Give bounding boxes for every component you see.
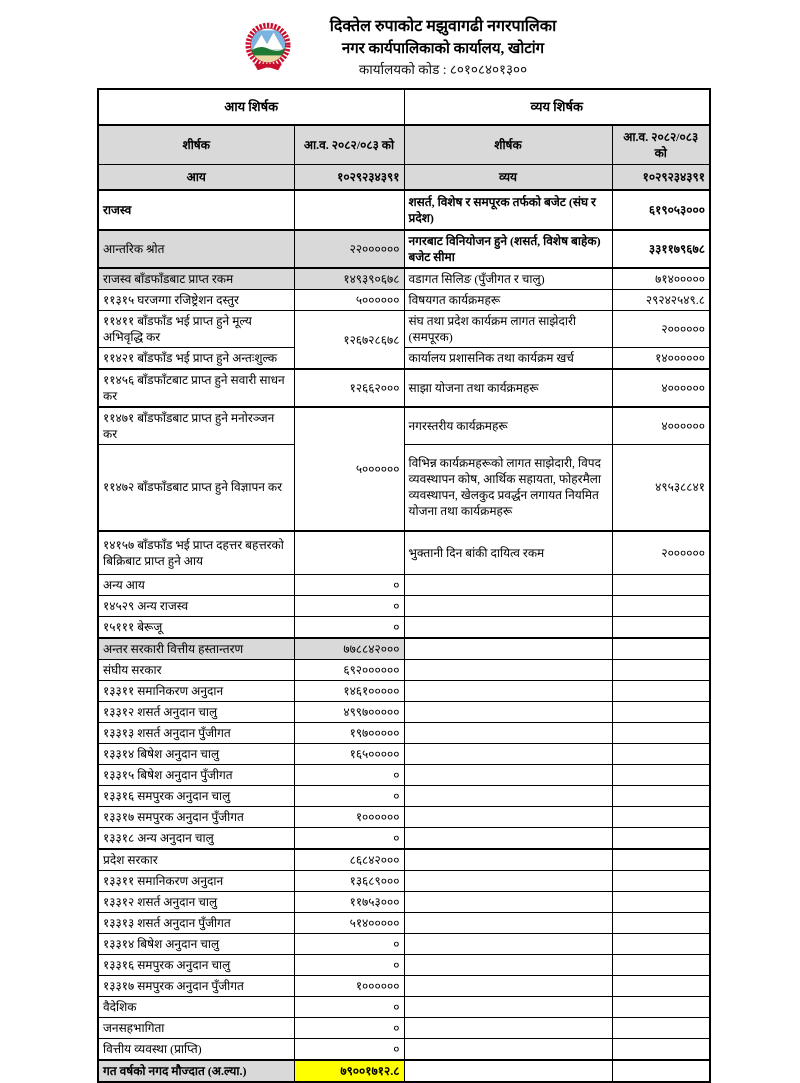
section-header-row [98,89,710,125]
income-label-cell: ११४५६ बाँडफाँटबाट प्राप्त हुने सवारी साधन कर [98,369,294,407]
expense-value-cell [612,871,710,892]
expense-total-value: १०२९२३४३९१ [612,165,710,191]
expense-label-cell: शसर्त, विशेष र समपूरक तर्फको बजेट (संघ र प्रदेश) [404,190,612,230]
expense-label-cell [404,744,612,765]
expense-value-cell [612,596,710,617]
income-value-cell: ० [294,575,404,596]
expense-value-cell [612,638,710,660]
table-row [98,369,710,407]
table-row [98,786,710,807]
income-label-cell: राजस्व बाँडफाँडबाट प्राप्त रकम [98,268,294,290]
table-row [98,311,710,348]
table-row [98,997,710,1018]
table-row [98,190,710,230]
table-row [98,348,710,370]
letterhead-text [330,16,556,80]
office-name: नगर कार्यपालिकाको कार्यालय, खोटांग [341,41,545,57]
expense-label-cell [404,681,612,702]
expense-value-cell [612,1060,710,1082]
expense-value-cell: ४९५३८८४१ [612,445,710,531]
income-label-cell: वैदेशिक [98,997,294,1018]
budget-table [97,88,711,1083]
table-row [98,828,710,850]
expense-value-cell: ६१९०५३००० [612,190,710,230]
table-row [98,1039,710,1061]
expense-label-cell: नगरस्तरीय कार्यक्रमहरू [404,407,612,445]
expense-value-cell [612,997,710,1018]
expense-label-cell [404,807,612,828]
income-label-cell: १४५२९ अन्य राजस्व [98,596,294,617]
income-label-cell: १३३१७ समपुरक अनुदान पुँजीगत [98,976,294,997]
table-row [98,1018,710,1039]
expense-label-cell [404,638,612,660]
table-row [98,407,710,445]
income-label-cell: ११३१५ घरजग्गा रजिष्ट्रेशन दस्तुर [98,290,294,311]
table-row [98,702,710,723]
income-value-cell: १०००००० [294,976,404,997]
expense-label-cell [404,955,612,976]
income-total-label: आय [98,165,294,191]
table-row [98,849,710,871]
expense-value-cell [612,976,710,997]
income-value-cell: ० [294,955,404,976]
table-row [98,445,710,531]
income-value-cell: ० [294,617,404,639]
income-label-cell: वित्तीय व्यवस्था (प्राप्ति) [98,1039,294,1061]
income-value-cell: ५१४००००० [294,913,404,934]
expense-label-cell [404,1039,612,1061]
income-label-cell: १५१११ बेरूजू [98,617,294,639]
income-label-cell: १३३१७ समपुरक अनुदान पुँजीगत [98,807,294,828]
table-row [98,765,710,786]
expense-value-cell: २९२४२५४९.८ [612,290,710,311]
income-section-header: आय शिर्षक [98,89,404,125]
table-row [98,531,710,575]
expense-value-cell [612,723,710,744]
expense-label-cell [404,976,612,997]
income-label-cell: १३३११ समानिकरण अनुदान [98,681,294,702]
income-value-cell: ० [294,596,404,617]
income-value-cell: ११७५३००० [294,892,404,913]
table-row [98,892,710,913]
income-label-cell: राजस्व [98,190,294,230]
income-total-value: १०२९२३४३९१ [294,165,404,191]
income-value-cell: ६९२०००००० [294,660,404,681]
expense-label-cell: साझा योजना तथा कार्यक्रमहरू [404,369,612,407]
income-value-cell: ४९९७००००० [294,702,404,723]
table-row [98,744,710,765]
expense-label-cell [404,913,612,934]
expense-value-cell: ४०००००० [612,369,710,407]
expense-label-cell: नगरबाट विनियोजन हुने (शसर्त, विशेष बाहेक) बजेट सीमा [404,230,612,268]
expense-value-cell [612,828,710,850]
expense-label-cell: भुक्तानी दिन बांकी दायित्व रकम [404,531,612,575]
expense-value-cell [612,849,710,871]
expense-value-cell [612,617,710,639]
expense-value-cell [612,702,710,723]
expense-value-cell: २०००००० [612,531,710,575]
income-label-cell: ११४११ बाँडफाँड भई प्राप्त हुने मूल्य अभिवृद्धि कर [98,311,294,348]
income-value-cell: ० [294,1018,404,1039]
income-label-cell: आन्तरिक श्रोत [98,230,294,268]
table-row [98,230,710,268]
expense-value-cell [612,913,710,934]
expense-value-cell [612,786,710,807]
expense-value-cell [612,575,710,596]
income-value-cell: १४६१००००० [294,681,404,702]
income-value-cell [294,190,404,230]
expense-label-cell [404,702,612,723]
income-value-cell: ० [294,828,404,850]
income-value-cell: ५०००००० [294,290,404,311]
income-label-cell: १३३१५ बिषेश अनुदान पुँजीगत [98,765,294,786]
table-row [98,575,710,596]
income-value-cell: १४९३९०६७८ [294,268,404,290]
expense-fy-column-header: आ.व. २०८२/०८३ को [612,125,710,165]
expense-total-label: व्यय [404,165,612,191]
income-value-cell: १२६६२००० [294,369,404,407]
income-label-cell: १३३१६ समपुरक अनुदान चालु [98,955,294,976]
expense-label-cell [404,849,612,871]
income-value-cell: १९७००००० [294,723,404,744]
income-value-cell: १६५००००० [294,744,404,765]
expense-label-cell [404,1018,612,1039]
letterhead [0,0,800,80]
income-value-cell: ५०००००० [294,407,404,531]
expense-label-cell [404,786,612,807]
expense-section-header: व्यय शिर्षक [404,89,710,125]
income-value-cell: २२०००००० [294,230,404,268]
expense-label-cell: विषयगत कार्यक्रमहरू [404,290,612,311]
income-label-cell: १३३१२ शसर्त अनुदान चालु [98,892,294,913]
expense-value-cell [612,681,710,702]
expense-value-cell [612,1018,710,1039]
expense-value-cell: ३३११७९६७८ [612,230,710,268]
income-label-cell: संघीय सरकार [98,660,294,681]
income-label-cell: १३३१४ बिषेश अनुदान चालु [98,934,294,955]
expense-label-cell [404,596,612,617]
expense-label-cell [404,997,612,1018]
expense-label-cell [404,1060,612,1082]
income-value-cell: ० [294,765,404,786]
income-label-cell: १३३१३ शसर्त अनुदान पुँजीगत [98,723,294,744]
column-header-row [98,125,710,165]
office-code: कार्यालयको कोड : ८०१०८४०१३०० [358,62,528,77]
expense-label-cell: वडागत सिलिङ (पुँजीगत र चालु) [404,268,612,290]
table-row [98,913,710,934]
income-label-cell: १३३१४ बिषेश अनुदान चालु [98,744,294,765]
table-row [98,596,710,617]
income-label-cell: १३३१३ शसर्त अनुदान पुँजीगत [98,913,294,934]
expense-value-cell [612,744,710,765]
expense-label-cell [404,617,612,639]
income-label-cell: १४१५७ बाँडफाँड भई प्राप्त दहत्तर बहत्तरको बिक्रिबाट प्राप्त हुने आय [98,531,294,575]
table-row [98,268,710,290]
income-value-cell: १३६८९००० [294,871,404,892]
income-value-cell: ७९००१७१२.८ [294,1060,404,1082]
income-label-cell: प्रदेश सरकार [98,849,294,871]
expense-label-cell: कार्यालय प्रशासनिक तथा कार्यक्रम खर्च [404,348,612,370]
expense-value-cell: २०००००० [612,311,710,348]
income-label-cell: गत वर्षको नगद मौज्दात (अ.ल्या.) [98,1060,294,1082]
expense-label-cell: विभिन्न कार्यक्रमहरूको लागत साझेदारी, विपद व्यवस्थापन कोष, आर्थिक सहायता, फोहरमैला व्यवस्थापन, खेलकुद प्रवर्द्धन लगायत नियमित योजना तथा कार्यक्रमहरू [404,445,612,531]
expense-value-cell: ४०००००० [612,407,710,445]
income-label-cell: १३३१८ अन्य अनुदान चालु [98,828,294,850]
expense-value-cell: ७१४००००० [612,268,710,290]
table-row [98,290,710,311]
table-row [98,638,710,660]
nepal-coat-of-arms-logo [244,22,292,74]
expense-title-column-header: शीर्षक [404,125,612,165]
expense-label-cell [404,892,612,913]
expense-label-cell: संघ तथा प्रदेश कार्यक्रम लागत साझेदारी (समपूरक) [404,311,612,348]
income-value-cell: १०००००० [294,807,404,828]
expense-label-cell [404,575,612,596]
table-row [98,871,710,892]
income-value-cell: ८६८४२००० [294,849,404,871]
income-label-cell: १३३११ समानिकरण अनुदान [98,871,294,892]
expense-label-cell [404,660,612,681]
income-label-cell: १३३१२ शसर्त अनुदान चालु [98,702,294,723]
expense-label-cell [404,765,612,786]
totals-row [98,165,710,191]
income-value-cell: ० [294,1039,404,1061]
table-row [98,681,710,702]
expense-value-cell [612,807,710,828]
table-row [98,976,710,997]
income-title-column-header: शीर्षक [98,125,294,165]
expense-label-cell [404,723,612,744]
expense-value-cell [612,955,710,976]
income-label-cell: १३३१६ समपुरक अनुदान चालु [98,786,294,807]
income-label-cell: अन्तर सरकारी वित्तीय हस्तान्तरण [98,638,294,660]
expense-label-cell [404,871,612,892]
expense-value-cell [612,934,710,955]
table-row [98,807,710,828]
expense-label-cell [404,828,612,850]
income-value-cell: १२६७२८६७८ [294,311,404,370]
income-fy-column-header: आ.व. २०८२/०८३ को [294,125,404,165]
income-value-cell: ० [294,934,404,955]
expense-value-cell [612,1039,710,1061]
expense-value-cell: १४०००००० [612,348,710,370]
expense-value-cell [612,892,710,913]
table-row [98,934,710,955]
income-value-cell: ० [294,786,404,807]
municipality-name: दिक्तेल रुपाकोट मझुवागढी नगरपालिका [329,18,557,35]
expense-label-cell [404,934,612,955]
table-row [98,660,710,681]
income-label-cell: ११४२१ बाँडफाँड भई प्राप्त हुने अन्तःशुल्क [98,348,294,370]
income-label-cell: ११४७२ बाँडफाँडबाट प्राप्त हुने विज्ञापन कर [98,445,294,531]
income-label-cell: जनसहभागिता [98,1018,294,1039]
income-label-cell: अन्य आय [98,575,294,596]
table-row [98,617,710,639]
table-row [98,1060,710,1082]
table-row [98,955,710,976]
income-value-cell: ० [294,997,404,1018]
income-value-cell [294,531,404,575]
table-row [98,723,710,744]
income-value-cell: ७७८८४२००० [294,638,404,660]
expense-value-cell [612,765,710,786]
income-label-cell: ११४७१ बाँडफाँडबाट प्राप्त हुने मनोरञ्जन कर [98,407,294,445]
expense-value-cell [612,660,710,681]
